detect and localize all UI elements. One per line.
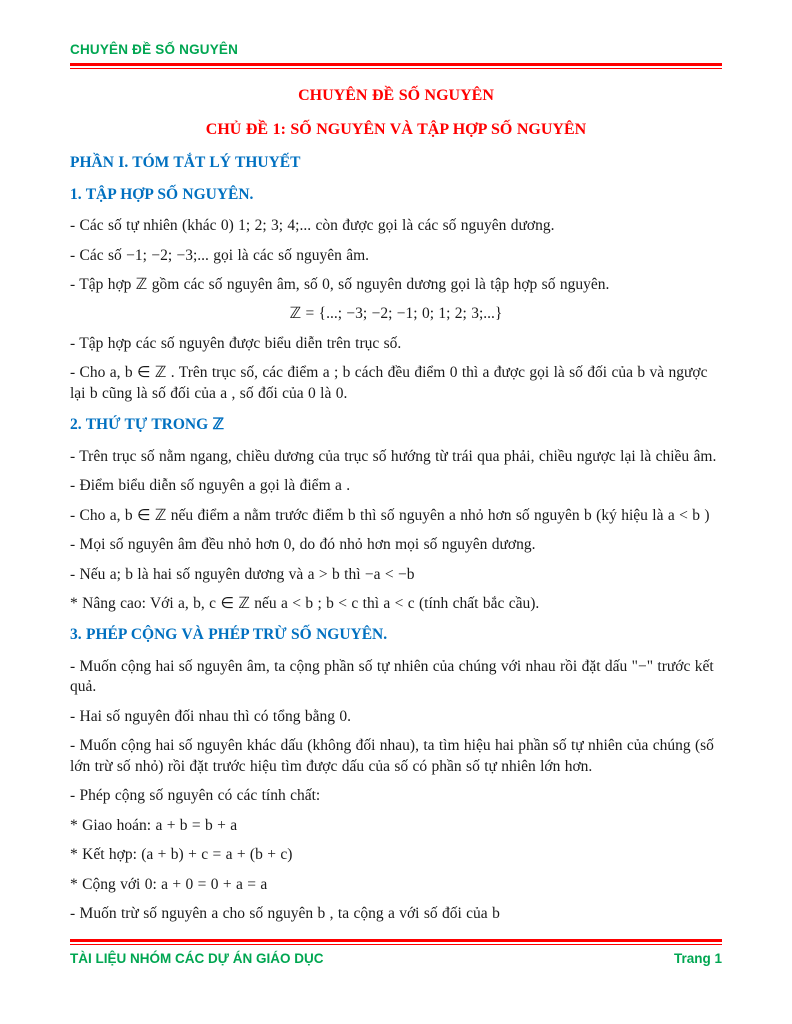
paragraph: - Cho a, b ∈ ℤ . Trên trục số, các điểm a ; b cách đều điểm 0 thì a được gọi là số đối của b và ngược lại b cũng là số đối của a , số đối của 0 là 0. bbox=[70, 364, 708, 402]
title-red: CHỦ ĐỀ 1: SỐ NGUYÊN VÀ TẬP HỢP SỐ NGUYÊN bbox=[205, 121, 587, 139]
title-red: CHUYÊN ĐỀ SỐ NGUYÊN bbox=[298, 87, 494, 104]
page-header bbox=[70, 0, 722, 69]
paragraph: * Giao hoán: a + b = b + a bbox=[70, 816, 238, 834]
paragraph: - Cho a, b ∈ ℤ nếu điểm a nằm trước điểm b thì số nguyên a nhỏ hơn số nguyên b (ký hiệu là a < b ) bbox=[70, 506, 710, 524]
paragraph: - Muốn trừ số nguyên a cho số nguyên b , ta cộng a với số đối của b bbox=[70, 905, 500, 922]
center: ℤ = {...; −3; −2; −1; 0; 1; 2; 3;...} bbox=[289, 305, 503, 323]
paragraph: - Hai số nguyên đối nhau thì có tổng bằng 0. bbox=[70, 707, 351, 725]
paragraph: * Nâng cao: Với a, b, c ∈ ℤ nếu a < b ; b < c thì a < c (tính chất bắc cầu). bbox=[70, 595, 540, 613]
footer-row bbox=[70, 951, 722, 966]
footer-page-number: Trang 1 bbox=[673, 951, 722, 966]
footer-left-text: TÀI LIỆU NHÓM CÁC DỰ ÁN GIÁO DỤC bbox=[70, 951, 324, 966]
paragraph: - Điểm biểu diễn số nguyên a gọi là điểm a . bbox=[70, 477, 351, 495]
paragraph: - Muốn cộng hai số nguyên khác dấu (không đối nhau), ta tìm hiệu hai phần số tự nhiên của chúng (số lớn trừ số nhỏ) rồi đặt trước hiệu tìm được dấu của số có phần số tự nhiên lớn hơn. bbox=[70, 737, 714, 775]
section-blue: PHẦN I. TÓM TẮT LÝ THUYẾT bbox=[70, 154, 301, 172]
paragraph: * Kết hợp: (a + b) + c = a + (b + c) bbox=[70, 846, 293, 864]
document-body bbox=[70, 85, 722, 924]
paragraph: - Nếu a; b là hai số nguyên dương và a > b thì −a < −b bbox=[70, 565, 415, 583]
paragraph: - Các số tự nhiên (khác 0) 1; 2; 3; 4;... còn được gọi là các số nguyên dương. bbox=[70, 217, 555, 235]
footer-rule bbox=[70, 939, 722, 945]
page-footer bbox=[70, 933, 722, 966]
section-blue: 1. TẬP HỢP SỐ NGUYÊN. bbox=[70, 185, 254, 203]
header-rule bbox=[70, 63, 722, 69]
paragraph: - Các số −1; −2; −3;... gọi là các số nguyên âm. bbox=[70, 246, 370, 264]
paragraph: - Tập hợp các số nguyên được biểu diễn trên trục số. bbox=[70, 334, 402, 352]
header-title: CHUYÊN ĐỀ SỐ NGUYÊN bbox=[70, 42, 239, 57]
section-blue: 2. THỨ TỰ TRONG ℤ bbox=[70, 416, 225, 434]
paragraph: - Muốn cộng hai số nguyên âm, ta cộng phần số tự nhiên của chúng với nhau rồi đặt dấu "−" trước kết quả. bbox=[70, 657, 714, 696]
paragraph: - Trên trục số nằm ngang, chiều dương của trục số hướng từ trái qua phải, chiều ngược lại là chiều âm. bbox=[70, 447, 717, 465]
paragraph: - Phép cộng số nguyên có các tính chất: bbox=[70, 787, 321, 805]
section-blue: 3. PHÉP CỘNG VÀ PHÉP TRỪ SỐ NGUYÊN. bbox=[70, 626, 388, 644]
paragraph: - Tập hợp ℤ gồm các số nguyên âm, số 0, số nguyên dương gọi là tập hợp số nguyên. bbox=[70, 276, 610, 294]
paragraph: * Cộng với 0: a + 0 = 0 + a = a bbox=[70, 875, 268, 893]
paragraph: - Mọi số nguyên âm đều nhỏ hơn 0, do đó nhỏ hơn mọi số nguyên dương. bbox=[70, 536, 536, 554]
